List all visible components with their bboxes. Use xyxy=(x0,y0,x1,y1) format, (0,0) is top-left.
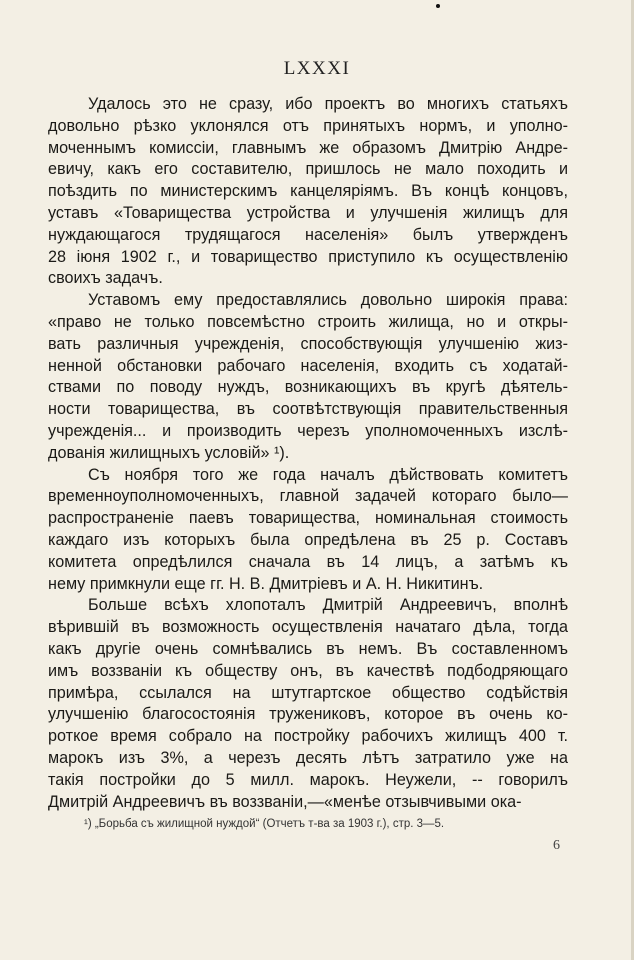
text-line: временноуполномоченныхъ, главной задачей котораго было— xyxy=(48,487,568,506)
paragraph xyxy=(48,595,568,813)
body-text xyxy=(48,94,568,813)
text-line: ности товарищества, въ соотвѣтствующiя правительственныя xyxy=(48,400,568,419)
text-line: марокъ изъ 3%, а черезъ десять лѣтъ затратило уже на xyxy=(48,748,568,767)
page-title: LXXXI xyxy=(283,58,351,79)
text-line: каждаго изъ которыхъ была опредѣлена въ 25 р. Составъ xyxy=(48,530,568,549)
text-line: поѣздить по министерскимъ канцелярiямъ. Въ концѣ концовъ, xyxy=(48,182,568,201)
text-line: нему примкнули еще гг. Н. В. Дмитрiевъ и А. Н. Никитинъ. xyxy=(48,574,484,593)
text-line: моченнымъ комиссiи, главнымъ же образомъ Дмитрiю Андре- xyxy=(48,138,568,157)
text-line: роткое время собрало на постройку рабочихъ жилищъ 400 т. xyxy=(48,727,568,746)
text-line: вѣрившiй въ возможность осуществленiя начатаго дѣла, тогда xyxy=(48,618,568,637)
text-line: 28 iюня 1902 г., и товарищество приступило къ осуществленiю xyxy=(48,247,568,266)
text-line: ненной обстановки рабочаго населенiя, входить съ ходатай- xyxy=(48,356,568,375)
text-line: довольно рѣзко уклонялся отъ принятыхъ нормъ, и уполно- xyxy=(48,116,568,135)
text-line: примѣра, ссылался на штутгартское общество содѣйствiя xyxy=(48,683,568,702)
text-line: дованiя жилищныхъ условiй» ¹). xyxy=(48,443,290,462)
text-line: такiя постройки до 5 милл. марокъ. Неужели, -- говорилъ xyxy=(48,770,568,789)
paragraph xyxy=(48,465,568,596)
text-line: своихъ задачъ. xyxy=(48,269,163,288)
text-line: учрежденiя... и производить черезъ уполномоченныхъ изслѣ- xyxy=(48,421,568,440)
page-number: 6 xyxy=(553,838,560,853)
paragraph xyxy=(48,94,568,290)
text-line: имъ воззванiи къ обществу онъ, въ качествѣ подбодряющаго xyxy=(48,661,568,680)
text-line: «право не только повсемѣстно строить жилища, но и откры- xyxy=(48,312,568,331)
text-line: ствами по поводу нуждъ, возникающихъ въ кругѣ дѣятель- xyxy=(48,378,568,397)
ink-dot xyxy=(436,4,440,8)
text-line: Съ ноября того же года началъ дѣйствовать комитетъ xyxy=(88,465,568,484)
text-line: Дмитрiй Андреевичъ въ воззванiи,—«менѣе отзывчивыми ока- xyxy=(48,792,522,811)
paragraph xyxy=(48,290,568,464)
text-line: комитета опредѣлился сначала въ 14 лицъ, а затѣмъ къ xyxy=(48,552,568,571)
text-line: Больше всѣхъ хлопоталъ Дмитрiй Андреевичъ, вполнѣ xyxy=(88,596,568,615)
text-line: Удалось это не сразу, ибо проектъ во многихъ статьяхъ xyxy=(88,95,568,113)
text-line: Уставомъ ему предоставлялись довольно широкiя права: xyxy=(88,291,568,310)
text-line: уставъ «Товарищества устройства и улучшенiя жилищъ для xyxy=(48,203,568,222)
footnote: ¹) „Борьба съ жилищной нуждой“ (Отчетъ т-ва за 1903 г.), стр. 3—5. xyxy=(84,818,445,830)
text-line: евичу, какъ его составителю, пришлось не мало походить и xyxy=(48,160,568,179)
text-line: нуждающагося трудящагося населенiя» былъ утвержденъ xyxy=(48,225,568,244)
text-line: вать различныя учрежденiя, способствующiя улучшенiю жиз- xyxy=(48,334,568,353)
text-line: какъ другiе очень сомнѣвались въ немъ. Въ составленномъ xyxy=(48,639,568,658)
text-line: улучшенiю благосостоянiя тружениковъ, которое въ очень ко- xyxy=(48,705,568,724)
text-line: распространенiе паевъ товарищества, номинальная стоимость xyxy=(48,509,568,528)
